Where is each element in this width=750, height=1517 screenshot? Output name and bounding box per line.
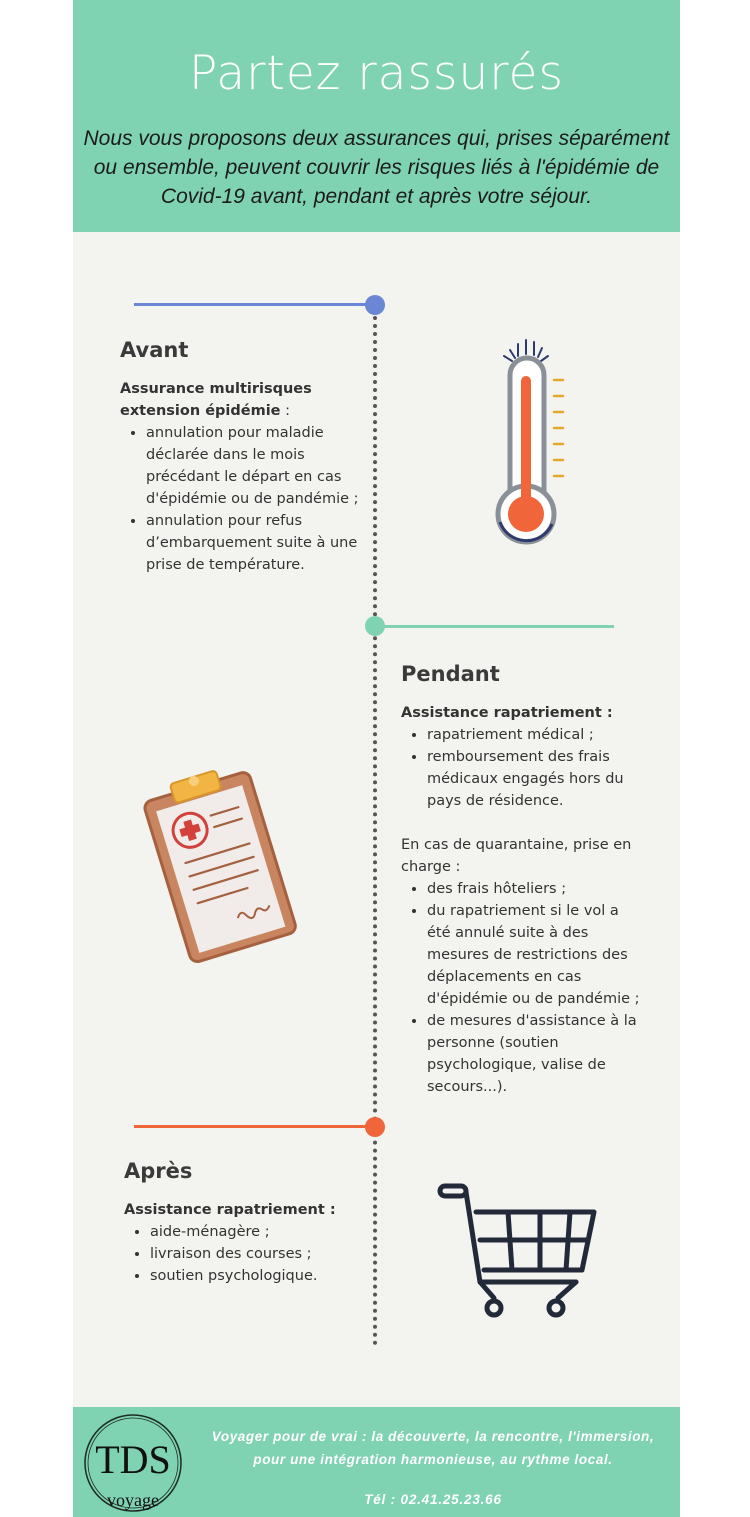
logo-main-text: TDS	[95, 1437, 171, 1482]
list-item: • aide-ménagère ;	[150, 1221, 364, 1243]
pendant-section	[401, 662, 641, 1098]
logo-sub-text: voyage	[107, 1490, 159, 1510]
clipboard-icon	[130, 762, 305, 967]
list-item: • des frais hôteliers ;	[427, 878, 641, 900]
footer-slogan	[198, 1425, 668, 1471]
apres-connector-line	[134, 1125, 374, 1128]
header-banner	[73, 0, 680, 232]
list-item: • soutien psychologique.	[150, 1265, 364, 1287]
avant-lead	[120, 378, 360, 422]
avant-title: Avant	[120, 338, 189, 362]
list-item: • annulation pour maladie déclarée dans le mois précédant le départ en cas d'épidémie ou de pandémie ;	[146, 422, 360, 510]
avant-timeline-dot	[365, 295, 385, 315]
apres-lead: Assistance rapatriement :	[124, 1202, 336, 1218]
footer-phone: Tél : 02.41.25.23.66	[364, 1492, 502, 1507]
list-item: • remboursement des frais médicaux engagés hors du pays de résidence.	[427, 746, 641, 812]
apres-list	[124, 1221, 364, 1287]
apres-timeline-dot	[365, 1117, 385, 1137]
avant-lead-suffix: :	[280, 403, 291, 419]
avant-connector-line	[134, 303, 374, 306]
thermometer-icon	[488, 336, 578, 548]
pendant-title: Pendant	[401, 662, 500, 686]
footer-slogan-line2: pour une intégration harmonieuse, au rythme local.	[253, 1452, 613, 1467]
list-item: • annulation pour refus d’embarquement suite à une prise de température.	[146, 510, 360, 576]
list-item: • du rapatriement si le vol a été annulé suite à des mesures de restrictions des déplacements en cas d'épidémie ou de pandémie ;	[427, 900, 641, 1010]
footer-banner	[73, 1407, 680, 1517]
quarantine-lead: En cas de quarantaine, prise en charge :	[401, 837, 632, 875]
quarantine-list	[401, 878, 641, 1098]
shopping-cart-icon	[436, 1182, 601, 1322]
tds-voyage-logo	[81, 1411, 185, 1515]
list-item: • rapatriement médical ;	[427, 724, 641, 746]
footer-slogan-line1: Voyager pour de vrai : la découverte, la rencontre, l'immersion,	[211, 1429, 655, 1444]
pendant-connector-line	[378, 625, 614, 628]
page-title: Partez rassurés	[189, 46, 564, 101]
avant-section	[120, 338, 360, 576]
avant-lead-text: Assurance multirisques extension épidémie	[120, 381, 312, 419]
timeline-dotted-line	[373, 316, 377, 1346]
avant-list	[120, 422, 360, 576]
list-item: • de mesures d'assistance à la personne (soutien psychologique, valise de secours...).	[427, 1010, 641, 1098]
pendant-timeline-dot	[365, 616, 385, 636]
apres-section	[124, 1159, 364, 1287]
intro-text: Nous vous proposons deux assurances qui, prises séparément ou ensemble, peuvent couvrir les risques liés à l'épidémie de Covid-19 avant, pendant et après votre séjour.	[83, 127, 670, 208]
pendant-list	[401, 724, 641, 812]
list-item: • livraison des courses ;	[150, 1243, 364, 1265]
pendant-lead: Assistance rapatriement :	[401, 705, 613, 721]
apres-title: Après	[124, 1159, 193, 1183]
